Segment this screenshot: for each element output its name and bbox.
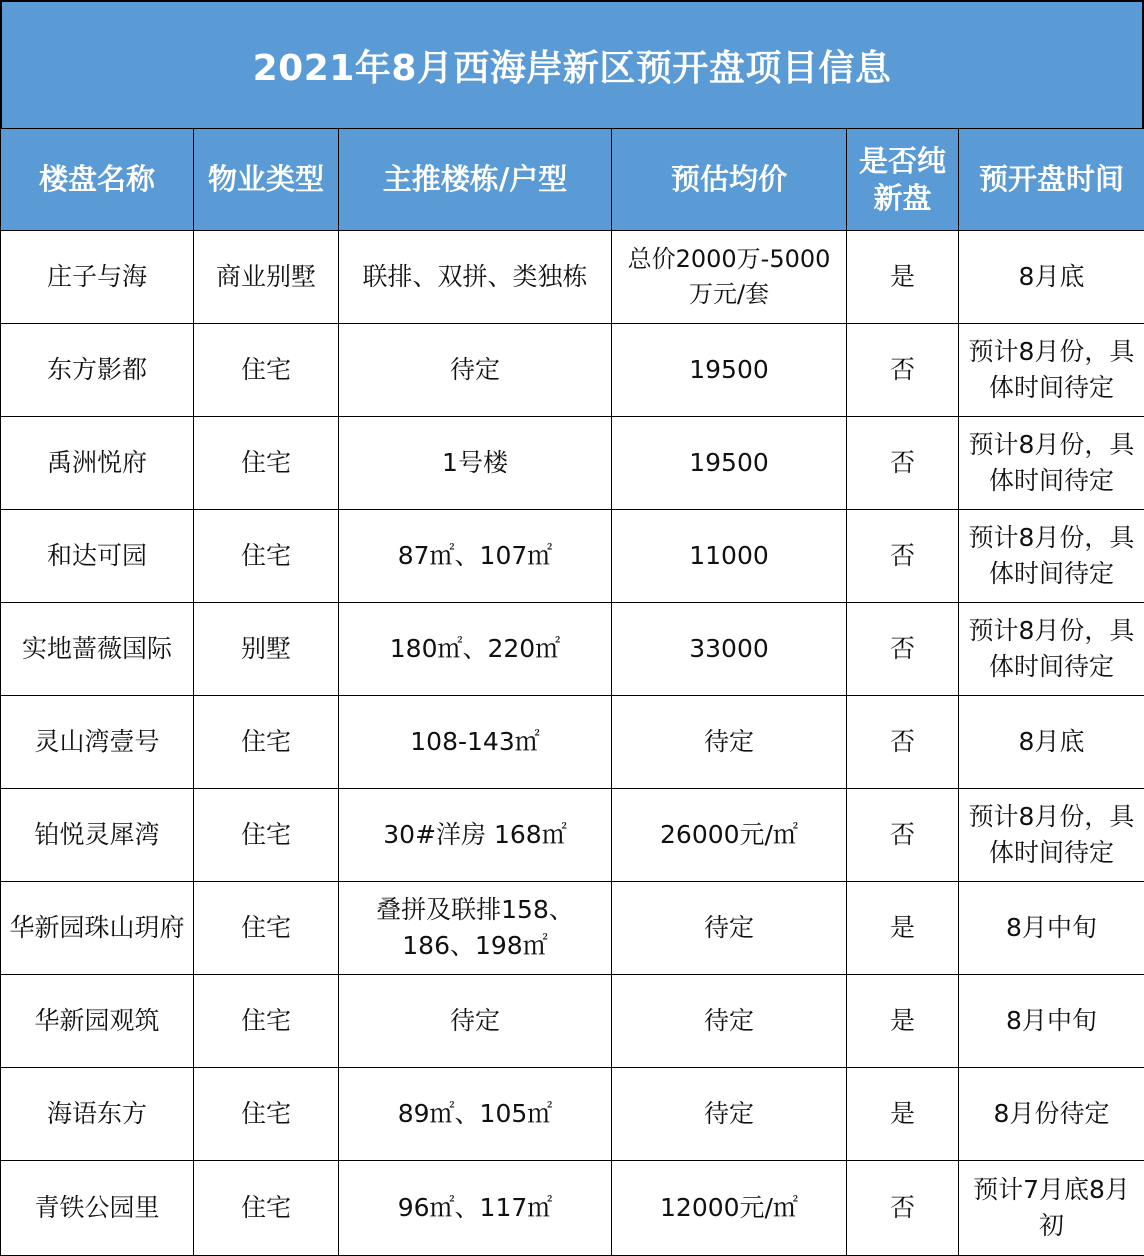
cell-new: 否: [847, 324, 959, 417]
table-row: [1, 882, 1144, 975]
cell-price: 待定: [612, 882, 847, 975]
cell-open-time: 8月中旬: [959, 975, 1144, 1068]
cell-type: 住宅: [194, 975, 339, 1068]
cell-open-time: 8月底: [959, 231, 1144, 324]
cell-name: 庄子与海: [1, 231, 194, 324]
table-row: [1, 696, 1144, 789]
cell-type: 住宅: [194, 1161, 339, 1256]
cell-price: 19500: [612, 417, 847, 510]
header-name: 楼盘名称: [1, 129, 194, 231]
table-row: [1, 789, 1144, 882]
cell-price: 19500: [612, 324, 847, 417]
cell-units: 联排、双拼、类独栋: [339, 231, 612, 324]
table-row: [1, 603, 1144, 696]
cell-type: 住宅: [194, 789, 339, 882]
cell-type: 住宅: [194, 696, 339, 789]
cell-type: 商业别墅: [194, 231, 339, 324]
cell-units: 1号楼: [339, 417, 612, 510]
header-open-time: 预开盘时间: [959, 129, 1144, 231]
cell-open-time: 8月份待定: [959, 1068, 1144, 1161]
cell-units: 108-143㎡: [339, 696, 612, 789]
cell-name: 禹洲悦府: [1, 417, 194, 510]
cell-type: 别墅: [194, 603, 339, 696]
cell-price: 总价2000万-5000万元/套: [612, 231, 847, 324]
cell-new: 否: [847, 510, 959, 603]
header-price: 预估均价: [612, 129, 847, 231]
cell-name: 华新园珠山玥府: [1, 882, 194, 975]
header-new: 是否纯新盘: [847, 129, 959, 231]
table-row: [1, 1068, 1144, 1161]
cell-open-time: 预计8月份，具体时间待定: [959, 789, 1144, 882]
cell-units: 89㎡、105㎡: [339, 1068, 612, 1161]
cell-name: 东方影都: [1, 324, 194, 417]
cell-price: 33000: [612, 603, 847, 696]
cell-price: 26000元/㎡: [612, 789, 847, 882]
cell-name: 铂悦灵犀湾: [1, 789, 194, 882]
cell-units: 96㎡、117㎡: [339, 1161, 612, 1256]
cell-type: 住宅: [194, 882, 339, 975]
cell-type: 住宅: [194, 1068, 339, 1161]
cell-name: 青铁公园里: [1, 1161, 194, 1256]
cell-units: 87㎡、107㎡: [339, 510, 612, 603]
cell-new: 是: [847, 1068, 959, 1161]
cell-open-time: 8月底: [959, 696, 1144, 789]
cell-units: 180㎡、220㎡: [339, 603, 612, 696]
cell-units: 待定: [339, 975, 612, 1068]
cell-name: 和达可园: [1, 510, 194, 603]
cell-units: 叠拼及联排158、186、198㎡: [339, 882, 612, 975]
cell-open-time: 预计8月份，具体时间待定: [959, 510, 1144, 603]
table-row: [1, 231, 1144, 324]
header-type: 物业类型: [194, 129, 339, 231]
cell-open-time: 预计7月底8月初: [959, 1161, 1144, 1256]
cell-units: 待定: [339, 324, 612, 417]
cell-new: 是: [847, 231, 959, 324]
cell-type: 住宅: [194, 417, 339, 510]
cell-new: 否: [847, 603, 959, 696]
cell-open-time: 预计8月份，具体时间待定: [959, 324, 1144, 417]
cell-new: 否: [847, 696, 959, 789]
cell-type: 住宅: [194, 510, 339, 603]
table-title: 2021年8月西海岸新区预开盘项目信息: [0, 0, 1144, 130]
header-units: 主推楼栋/户型: [339, 129, 612, 231]
table-row: [1, 324, 1144, 417]
header-row: [1, 129, 1144, 231]
table-row: [1, 510, 1144, 603]
cell-price: 待定: [612, 696, 847, 789]
cell-new: 否: [847, 1161, 959, 1256]
cell-new: 是: [847, 975, 959, 1068]
cell-price: 12000元/㎡: [612, 1161, 847, 1256]
cell-name: 海语东方: [1, 1068, 194, 1161]
cell-open-time: 预计8月份，具体时间待定: [959, 417, 1144, 510]
table-row: [1, 417, 1144, 510]
cell-name: 实地蔷薇国际: [1, 603, 194, 696]
cell-name: 灵山湾壹号: [1, 696, 194, 789]
cell-new: 是: [847, 882, 959, 975]
cell-price: 待定: [612, 1068, 847, 1161]
cell-price: 待定: [612, 975, 847, 1068]
cell-open-time: 预计8月份，具体时间待定: [959, 603, 1144, 696]
table-row: [1, 1161, 1144, 1256]
cell-units: 30#洋房 168㎡: [339, 789, 612, 882]
cell-new: 否: [847, 789, 959, 882]
table-row: [1, 975, 1144, 1068]
cell-open-time: 8月中旬: [959, 882, 1144, 975]
cell-type: 住宅: [194, 324, 339, 417]
cell-price: 11000: [612, 510, 847, 603]
cell-name: 华新园观筑: [1, 975, 194, 1068]
project-table: [0, 128, 1144, 1256]
cell-new: 否: [847, 417, 959, 510]
